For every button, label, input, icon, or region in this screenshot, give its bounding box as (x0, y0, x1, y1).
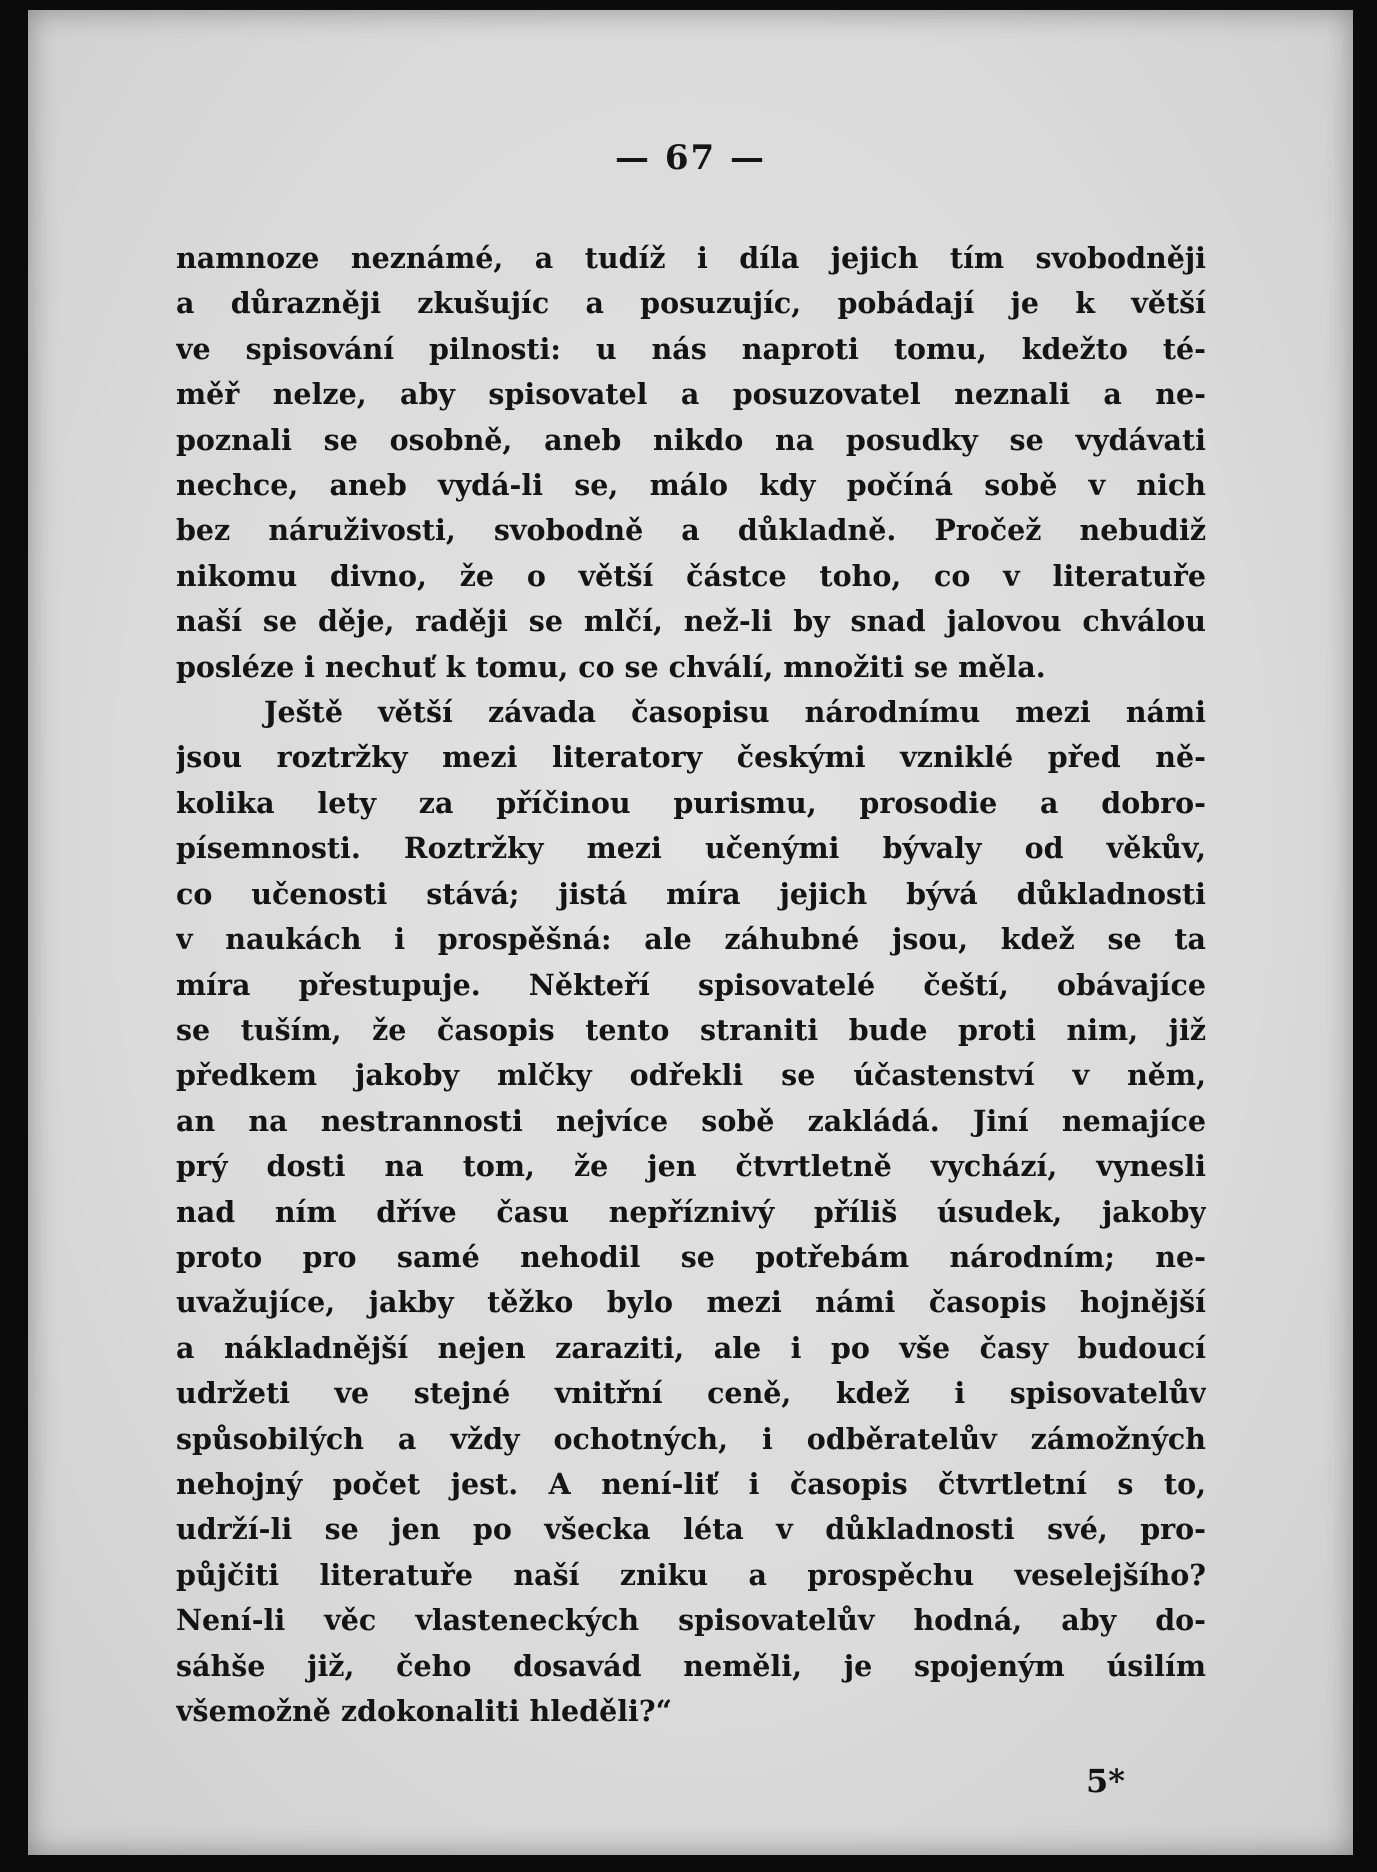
text-line: uvažujíce, jakby těžko bylo mezi námi časopis hojnější (176, 1285, 1206, 1320)
text-line: všemožně zdokonaliti hleděli?“ (176, 1694, 672, 1728)
text-line: posléze i nechuť k tomu, co se chválí, množiti se měla. (176, 649, 1046, 684)
signature-mark: 5* (1086, 1762, 1125, 1800)
text-line: nechce, aneb vydá-li se, málo kdy počíná sobě v nich (176, 468, 1206, 503)
text-line: písemnosti. Roztržky mezi učenými bývaly od věkův, (176, 831, 1206, 866)
book-page (28, 10, 1353, 1855)
text-line: a nákladnější nejen zaraziti, ale i po vše časy budoucí (176, 1330, 1206, 1365)
text-line: předkem jakoby mlčky odřekli se účastenství v něm, (176, 1058, 1206, 1093)
text-line: naší se děje, raději se mlčí, než-li by snad jalovou chválou (176, 604, 1206, 639)
text-line: Ještě větší závada časopisu národnímu mezi námi (264, 695, 1206, 730)
text-line: nikomu divno, že o větší částce toho, co v literatuře (176, 558, 1206, 593)
text-line: Není-li věc vlasteneckých spisovatelův hodná, aby do- (176, 1603, 1206, 1638)
text-line: měř nelze, aby spisovatel a posuzovatel neznali a ne- (176, 377, 1206, 412)
text-line: jsou roztržky mezi literatory českými vzniklé před ně- (176, 740, 1206, 775)
text-line: nehojný počet jest. A není-liť i časopis čtvrtletní s to, (176, 1466, 1206, 1501)
text-line: spůsobilých a vždy ochotných, i odběratelův zámožných (176, 1421, 1206, 1456)
body-text (176, 236, 1206, 1734)
text-line: nad ním dříve času nepříznivý příliš úsudek, jakoby (176, 1194, 1206, 1229)
text-line: poznali se osobně, aneb nikdo na posudky se vydávati (176, 422, 1206, 457)
text-line: míra přestupuje. Někteří spisovatelé čeští, obávajíce (176, 967, 1206, 1002)
text-line: bez náruživosti, svobodně a důkladně. Pročež nebudiž (176, 513, 1206, 548)
text-line: proto pro samé nehodil se potřebám národním; ne- (176, 1239, 1206, 1274)
text-line: sáhše již, čeho dosavád neměli, je spojeným úsilím (176, 1648, 1206, 1683)
text-line: prý dosti na tom, že jen čtvrtletně vychází, vynesli (176, 1149, 1206, 1184)
text-line: půjčiti literatuře naší zniku a prospěchu veselejšího? (176, 1557, 1206, 1592)
text-line: se tuším, že časopis tento straniti bude proti nim, již (176, 1012, 1206, 1047)
page-number-header: — 67 — (615, 138, 766, 178)
text-line: udržeti ve stejné vnitřní ceně, kdež i spisovatelův (176, 1376, 1206, 1411)
text-line: udrží-li se jen po všecka léta v důkladnosti své, pro- (176, 1512, 1206, 1547)
text-line: ve spisování pilnosti: u nás naproti tomu, kdežto té- (176, 331, 1206, 366)
text-line: co učenosti stává; jistá míra jejich bývá důkladnosti (176, 876, 1206, 911)
text-line: v naukách i prospěšná: ale záhubné jsou, kdež se ta (176, 922, 1206, 957)
text-line: an na nestrannosti nejvíce sobě zakládá. Jiní nemajíce (176, 1103, 1206, 1138)
text-line: a důrazněji zkušujíc a posuzujíc, pobádají je k větší (176, 286, 1206, 321)
text-line: namnoze neznámé, a tudíž i díla jejich tím svobodněji (176, 241, 1206, 275)
text-line: kolika lety za příčinou purismu, prosodie a dobro- (176, 785, 1206, 820)
